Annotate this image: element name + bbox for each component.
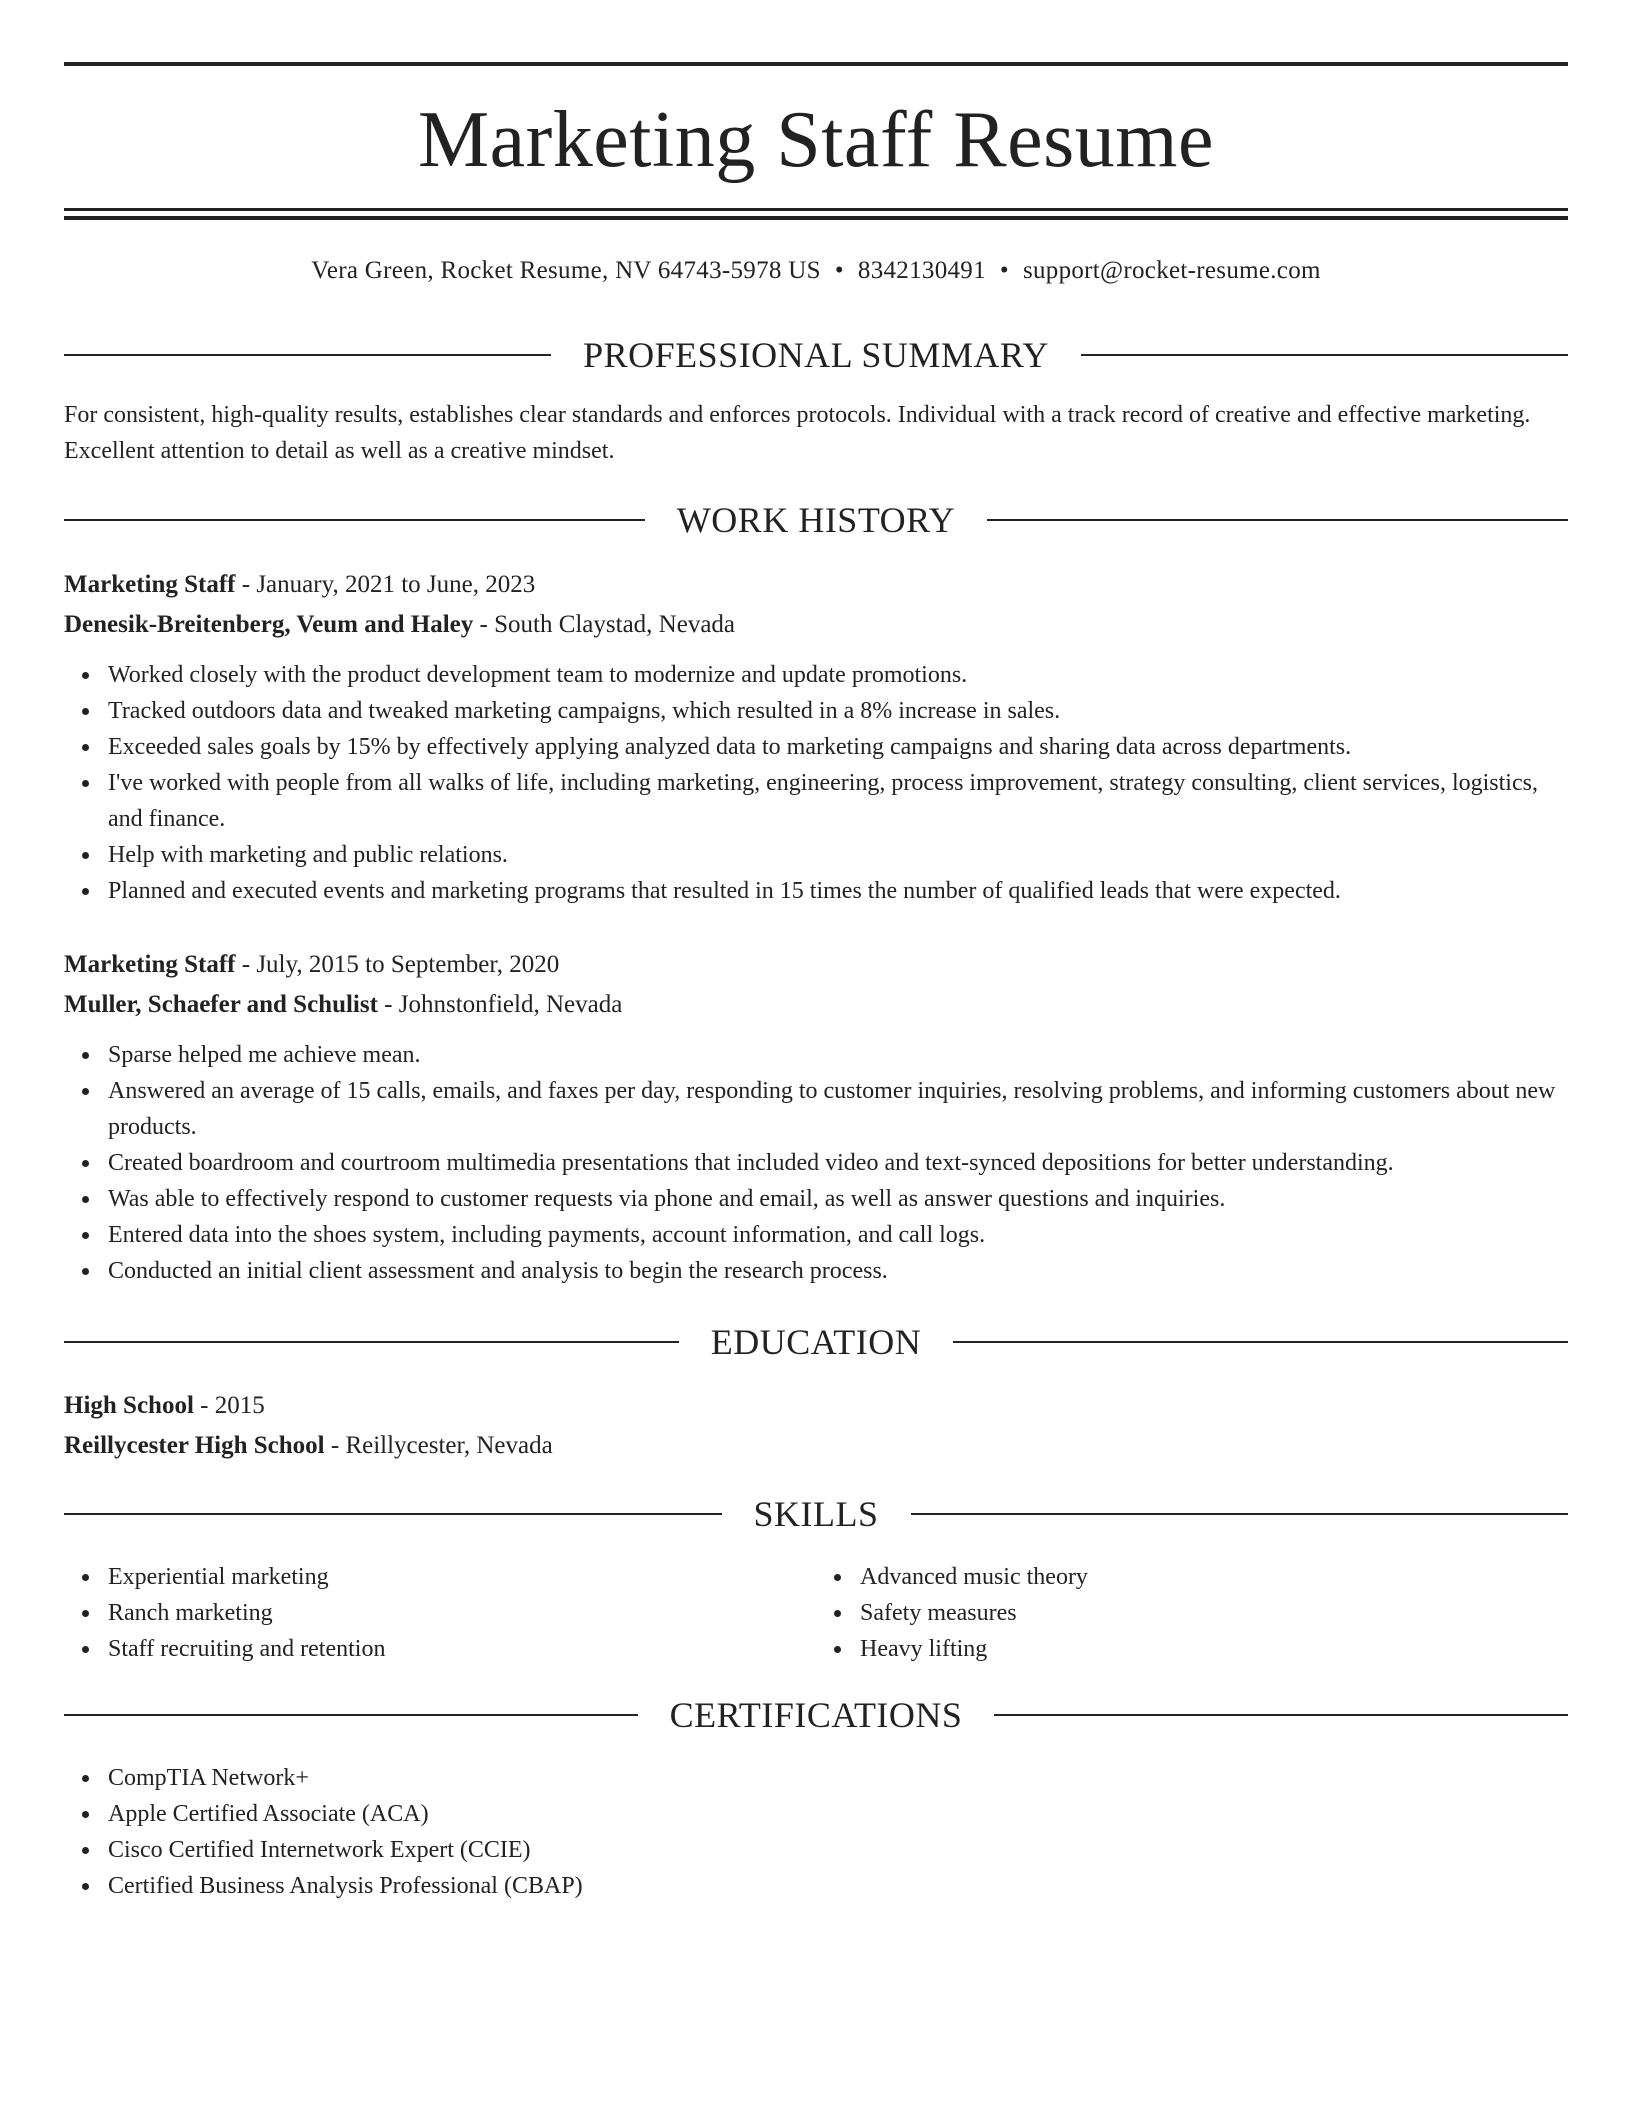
job-entry-1	[64, 565, 1568, 909]
list-item: Safety measures	[860, 1595, 1568, 1631]
job-location: - Johnstonfield, Nevada	[377, 991, 623, 1018]
education-heading: EDUCATION	[710, 1322, 922, 1362]
education-location: - Reillycester, Nevada	[324, 1432, 553, 1459]
work-history-section-header	[64, 498, 1568, 542]
skills-column-left	[64, 1559, 816, 1667]
contact-line	[64, 254, 1568, 288]
summary-block	[64, 397, 1568, 469]
summary-heading: PROFESSIONAL SUMMARY	[583, 335, 1049, 375]
job-company-line	[64, 605, 1568, 645]
work-history-heading: WORK HISTORY	[676, 500, 956, 540]
list-item: Planned and executed events and marketing programs that resulted in 15 times the number of qualified leads that were expected.	[108, 873, 1568, 909]
job-title: Marketing Staff	[64, 951, 236, 978]
contact-separator: •	[834, 257, 844, 284]
list-item: CompTIA Network+	[108, 1760, 1568, 1796]
list-item: Tracked outdoors data and tweaked marketing campaigns, which resulted in a 8% increase in sales.	[108, 693, 1568, 729]
divider-line	[987, 519, 1568, 521]
certifications-section-header	[64, 1693, 1568, 1737]
list-item: Help with marketing and public relations.	[108, 837, 1568, 873]
summary-section-header	[64, 333, 1568, 377]
list-item: Entered data into the shoes system, including payments, account information, and call logs.	[108, 1217, 1568, 1253]
list-item: Worked closely with the product development team to modernize and update promotions.	[108, 657, 1568, 693]
certifications-block	[64, 1760, 1568, 1904]
education-school: Reillycester High School	[64, 1432, 325, 1459]
skills-section-header	[64, 1492, 1568, 1536]
education-year: - 2015	[193, 1392, 265, 1419]
divider-line	[64, 354, 551, 356]
contact-phone: 8342130491	[857, 257, 986, 284]
list-item: Advanced music theory	[860, 1559, 1568, 1595]
list-item: I've worked with people from all walks of life, including marketing, engineering, process improvement, strategy consulting, client services, logistics, and finance.	[108, 765, 1568, 837]
divider-line	[953, 1341, 1568, 1343]
contact-address: Vera Green, Rocket Resume, NV 64743-5978 US	[311, 257, 821, 284]
list-item: Apple Certified Associate (ACA)	[108, 1796, 1568, 1832]
education-degree: High School	[64, 1392, 194, 1419]
skills-heading: SKILLS	[753, 1494, 879, 1534]
skills-list	[64, 1559, 1568, 1667]
list-item: Answered an average of 15 calls, emails, and faxes per day, responding to customer inquiries, resolving problems, and informing customers about new products.	[108, 1073, 1568, 1145]
top-rule	[64, 62, 1568, 66]
job-entry-2	[64, 945, 1568, 1289]
job-company: Muller, Schaefer and Schulist	[64, 991, 378, 1018]
certifications-heading: CERTIFICATIONS	[669, 1695, 963, 1735]
list-item: Conducted an initial client assessment and analysis to begin the research process.	[108, 1253, 1568, 1289]
divider-line	[64, 1341, 679, 1343]
list-item: Experiential marketing	[108, 1559, 816, 1595]
divider-line	[911, 1513, 1569, 1515]
divider-line	[1081, 354, 1568, 356]
list-item: Staff recruiting and retention	[108, 1631, 816, 1667]
job-company-line	[64, 985, 1568, 1025]
title-rule-lower	[64, 216, 1568, 220]
job-title: Marketing Staff	[64, 571, 236, 598]
skills-column-right	[816, 1559, 1568, 1667]
job-dates: - July, 2015 to September, 2020	[235, 951, 560, 978]
list-item: Cisco Certified Internetwork Expert (CCIE)	[108, 1832, 1568, 1868]
job-bullets	[64, 1037, 1568, 1289]
contact-separator: •	[999, 257, 1009, 284]
job-title-line	[64, 565, 1568, 605]
job-dates: - January, 2021 to June, 2023	[235, 571, 536, 598]
divider-line	[64, 1513, 722, 1515]
summary-text: For consistent, high-quality results, establishes clear standards and enforces protocols. Individual with a track record of creative and effective marketing. Excellent attention to detail as well as a creative mindset.	[64, 402, 1531, 464]
list-item: Exceeded sales goals by 15% by effectively applying analyzed data to marketing campaigns and sharing data across departments.	[108, 729, 1568, 765]
list-item: Certified Business Analysis Professional (CBAP)	[108, 1868, 1568, 1904]
list-item: Was able to effectively respond to customer requests via phone and email, as well as answer questions and inquiries.	[108, 1181, 1568, 1217]
job-bullets	[64, 657, 1568, 909]
education-entry	[64, 1386, 1568, 1466]
contact-email: support@rocket-resume.com	[1022, 257, 1321, 284]
job-company: Denesik-Breitenberg, Veum and Haley	[64, 611, 474, 638]
job-location: - South Claystad, Nevada	[473, 611, 736, 638]
list-item: Sparse helped me achieve mean.	[108, 1037, 1568, 1073]
divider-line	[64, 519, 645, 521]
divider-line	[64, 1714, 638, 1716]
list-item: Created boardroom and courtroom multimedia presentations that included video and text-synced depositions for better understanding.	[108, 1145, 1568, 1181]
title-rule-upper	[64, 208, 1568, 211]
certifications-list	[64, 1760, 1568, 1904]
divider-line	[994, 1714, 1568, 1716]
resume-title: Marketing Staff Resume	[417, 96, 1215, 184]
list-item: Ranch marketing	[108, 1595, 816, 1631]
education-degree-line	[64, 1386, 1568, 1426]
education-school-line	[64, 1426, 1568, 1466]
education-section-header	[64, 1320, 1568, 1364]
job-title-line	[64, 945, 1568, 985]
list-item: Heavy lifting	[860, 1631, 1568, 1667]
